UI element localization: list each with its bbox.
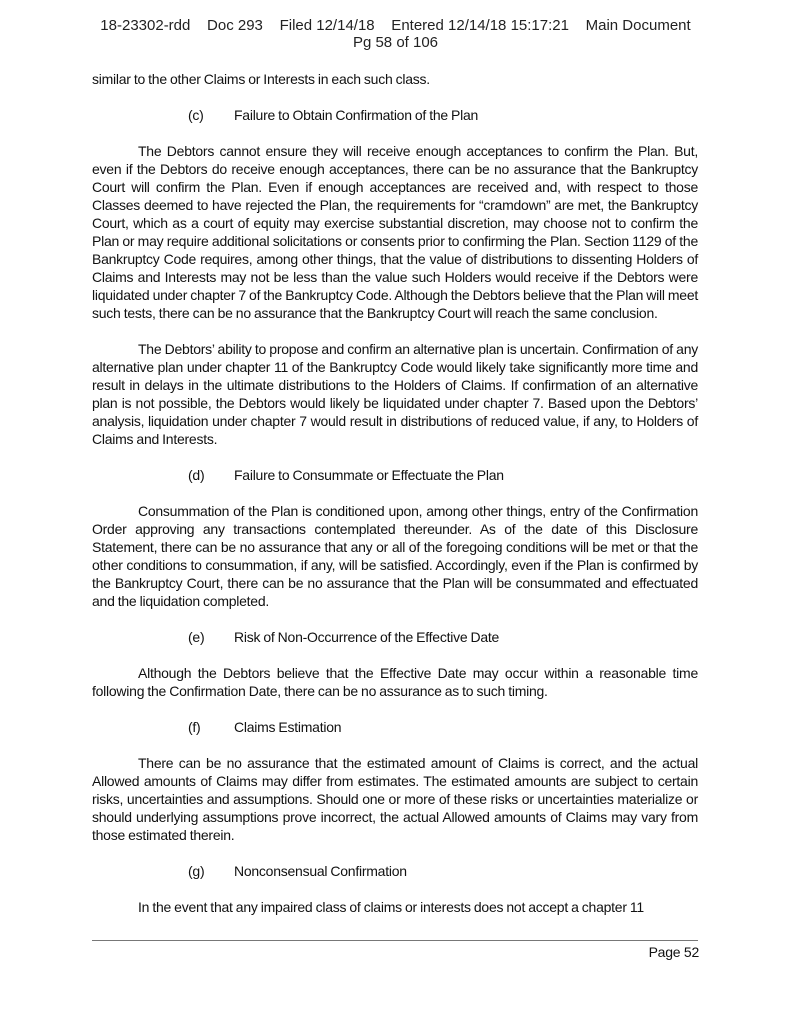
section-heading-d	[188, 466, 698, 484]
paragraph: In the event that any impaired class of claims or interests does not accept a chapter 11	[138, 899, 644, 915]
section-title: Risk of Non-Occurrence of the Effective Date	[234, 629, 500, 645]
paragraph: The Debtors’ ability to propose and confirm an alternative plan is uncertain. Confirmation of any alternative plan under chapter 11 of the Bankruptcy Code would likely take significantly more time and result in delays in the ultimate distributions to the Holders of Claims. If confirmation of an alternative plan is not possible, the Debtors would likely be liquidated under chapter 7. Based upon the Debtors’ analysis, liquidation under chapter 7 would result in distributions of reduced value, if any, to Holders of Claims and Interests.	[92, 341, 698, 447]
section-label: (c)	[188, 107, 204, 123]
section-label: (e)	[188, 629, 205, 645]
section-label: (g)	[188, 863, 205, 879]
section-title: Failure to Consummate or Effectuate the Plan	[234, 467, 504, 483]
paragraph: The Debtors cannot ensure they will receive enough acceptances to confirm the Plan. But, even if the Debtors do receive enough acceptances, there can be no assurance that the Bankruptcy Court will confirm the Plan. Even if enough acceptances are received and, with respect to those Classes deemed to have rejected the Plan, the requirements for “cramdown” are met, the Bankruptcy Court, which as a court of equity may exercise substantial discretion, may choose not to confirm the Plan or may require additional solicitations or consents prior to confirming the Plan. Section 1129 of the Bankruptcy Code requires, among other things, that the value of distributions to dissenting Holders of Claims and Interests may not be less than the value such Holders would receive if the Debtors were liquidated under chapter 7 of the Bankruptcy Code. Although the Debtors believe that the Plan will meet such tests, there can be no assurance that the Bankruptcy Court will reach the same conclusion.	[92, 143, 698, 321]
filing-page-count: Pg 58 of 106	[352, 34, 439, 51]
section-heading-c	[188, 106, 698, 124]
section-title: Failure to Obtain Confirmation of the Plan	[234, 107, 479, 123]
court-filing-header	[0, 17, 791, 51]
section-label: (d)	[188, 467, 205, 483]
paragraph: Consummation of the Plan is conditioned upon, among other things, entry of the Confirmation Order approving any transactions contemplated thereunder. As of the date of this Disclosure Statement, there can be no assurance that any or all of the foregoing conditions will be met or that the other conditions to consummation, if any, will be satisfied. Accordingly, even if the Plan is confirmed by the Bankruptcy Court, there can be no assurance that the Plan will be consummated and effectuated and the liquidation completed.	[92, 503, 698, 609]
section-title: Claims Estimation	[234, 719, 342, 735]
paragraph-continued: similar to the other Claims or Interests in each such class.	[92, 71, 430, 87]
footer-divider	[92, 940, 698, 941]
page-number: Page 52	[648, 944, 699, 960]
section-heading-f	[188, 718, 698, 736]
document-body	[92, 70, 698, 916]
section-heading-e	[188, 628, 698, 646]
paragraph: Although the Debtors believe that the Effective Date may occur within a reasonable time following the Confirmation Date, there can be no assurance as to such timing.	[92, 665, 698, 699]
filing-info-line: 18-23302-rdd Doc 293 Filed 12/14/18 Entered 12/14/18 15:17:21 Main Document	[100, 17, 691, 34]
section-heading-g	[188, 862, 698, 880]
paragraph: There can be no assurance that the estimated amount of Claims is correct, and the actual Allowed amounts of Claims may differ from estimates. The estimated amounts are subject to certain risks, uncertainties and assumptions. Should one or more of these risks or uncertainties materialize or should underlying assumptions prove incorrect, the actual Allowed amounts of Claims may vary from those estimated therein.	[92, 755, 698, 843]
section-title: Nonconsensual Confirmation	[234, 863, 407, 879]
section-label: (f)	[188, 719, 201, 735]
